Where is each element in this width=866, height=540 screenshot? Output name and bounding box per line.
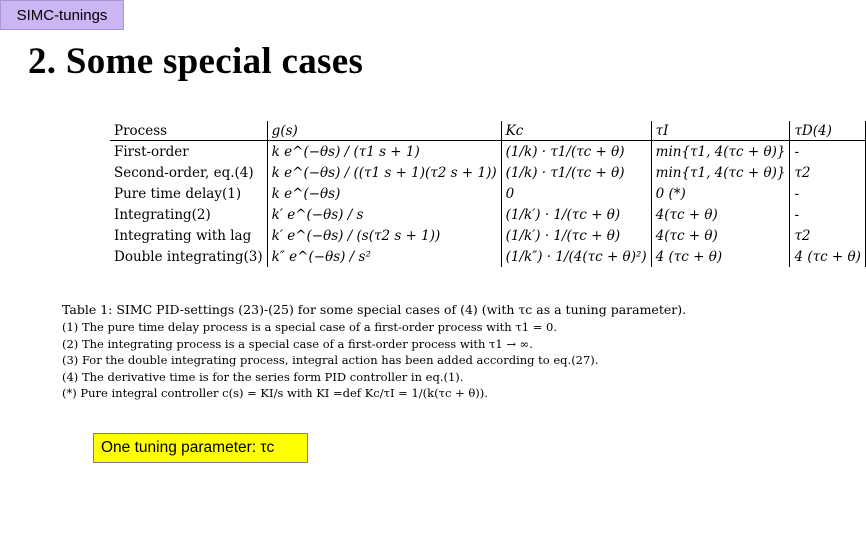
table-header-row: [110, 121, 865, 141]
cell-process: First-order: [114, 143, 189, 160]
cell-tau-i: min{τ1, 4(τc + θ)}: [651, 141, 790, 163]
cell-tau-d: τ2: [790, 225, 865, 246]
header-process: Process: [110, 121, 267, 141]
cell-tau-i: 4(τc + θ): [651, 225, 790, 246]
cell-kc: (1/k′) · 1/(τc + θ): [501, 204, 651, 225]
cell-process: Second-order, eq.(4): [114, 164, 254, 181]
cell-tau-d: -: [790, 204, 865, 225]
pid-settings-table: [110, 121, 866, 267]
cell-transfer-function: k e^(−θs): [267, 183, 501, 204]
cell-transfer-function: k e^(−θs) / ((τ1 s + 1)(τ2 s + 1)): [267, 162, 501, 183]
header-tau-d: τD(4): [790, 121, 865, 141]
table-caption: [62, 300, 702, 402]
header-tau-i: τI: [651, 121, 790, 141]
cell-kc: 0: [501, 183, 651, 204]
section-badge: SIMC-tunings: [0, 0, 124, 30]
cell-transfer-function: k′ e^(−θs) / s: [267, 204, 501, 225]
cell-tau-d: τ2: [790, 162, 865, 183]
table-row: [110, 162, 865, 183]
cell-kc: (1/k) · τ1/(τc + θ): [501, 141, 651, 163]
footnote: (*) Pure integral controller c(s) = KI/s with KI =def Kc/τI = 1/(k(τc + θ)).: [62, 386, 488, 400]
table-row: [110, 225, 865, 246]
cell-process: Pure time delay(1): [114, 185, 242, 202]
footnote: (3) For the double integrating process, integral action has been added according to eq.(27).: [62, 353, 599, 367]
header-transfer-function: g(s): [267, 121, 501, 141]
tuning-parameter-callout: One tuning parameter: τc: [93, 433, 308, 463]
cell-transfer-function: k′ e^(−θs) / (s(τ2 s + 1)): [267, 225, 501, 246]
cell-tau-i: 4(τc + θ): [651, 204, 790, 225]
footnote: (1) The pure time delay process is a special case of a first-order process with τ1 = 0.: [62, 320, 557, 334]
slide-title: 2. Some special cases: [28, 41, 364, 82]
table-row: [110, 141, 865, 163]
cell-tau-i: 0 (*): [651, 183, 790, 204]
cell-tau-d: 4 (τc + θ): [790, 246, 865, 267]
cell-tau-d: -: [790, 183, 865, 204]
cell-tau-d: -: [790, 141, 865, 163]
cell-process: Integrating with lag: [114, 227, 252, 244]
cell-transfer-function: k″ e^(−θs) / s²: [267, 246, 501, 267]
table-row: [110, 204, 865, 225]
header-kc: Kc: [501, 121, 651, 141]
footnote: (4) The derivative time is for the series form PID controller in eq.(1).: [62, 369, 464, 384]
cell-tau-i: 4 (τc + θ): [651, 246, 790, 267]
cell-tau-i: min{τ1, 4(τc + θ)}: [651, 162, 790, 183]
footnote: (2) The integrating process is a special case of a first-order process with τ1 → ∞.: [62, 336, 533, 351]
cell-transfer-function: k e^(−θs) / (τ1 s + 1): [267, 141, 501, 163]
cell-process: Double integrating(3): [114, 248, 263, 265]
cell-process: Integrating(2): [114, 206, 211, 223]
cell-kc: (1/k) · τ1/(τc + θ): [501, 162, 651, 183]
table-row: [110, 183, 865, 204]
cell-kc: (1/k″) · 1/(4(τc + θ)²): [501, 246, 651, 267]
table-row: [110, 246, 865, 267]
cell-kc: (1/k′) · 1/(τc + θ): [501, 225, 651, 246]
caption-main: Table 1: SIMC PID-settings (23)-(25) for some special cases of (4) (with τc as a tuning parameter).: [62, 302, 687, 317]
